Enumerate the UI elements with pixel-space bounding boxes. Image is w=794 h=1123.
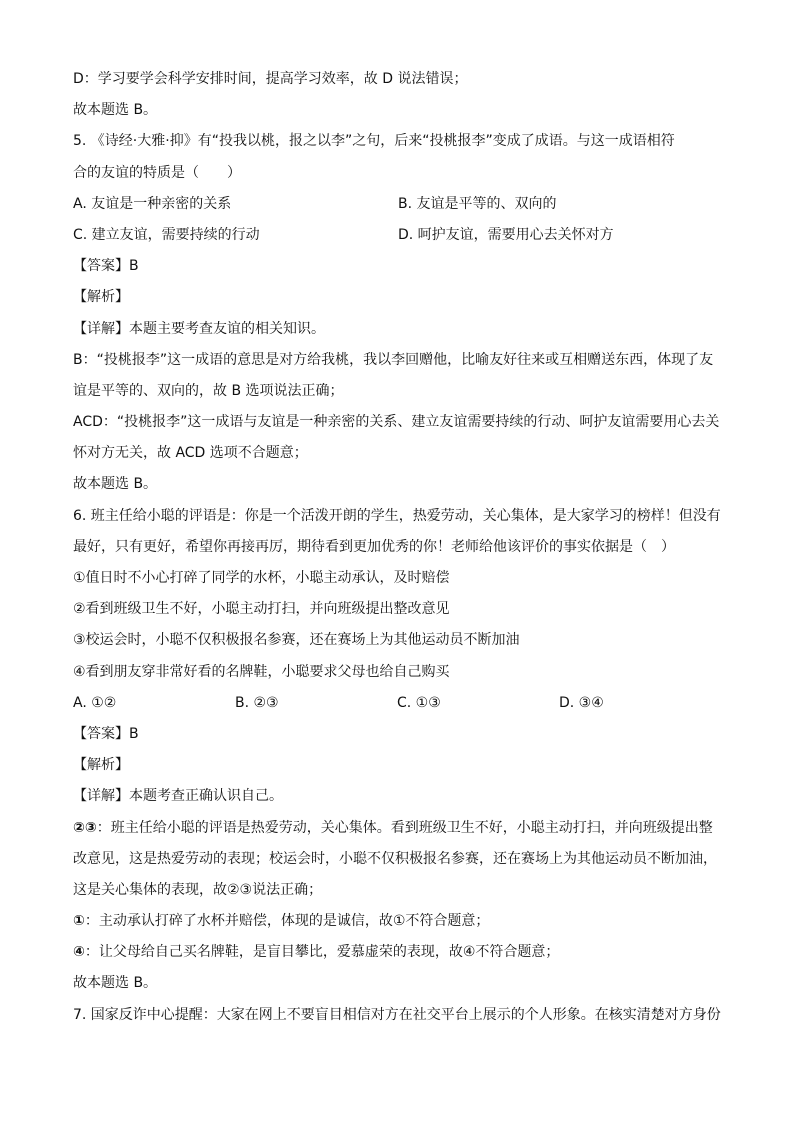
- options-row: [73, 220, 723, 251]
- question-stem: 最好，只有更好，希望你再接再厉，期待看到更加优秀的你！老师给他该评价的事实依据是（ ）: [73, 538, 675, 555]
- answer-line: [73, 251, 723, 282]
- option-a: A. 友谊是一种亲密的关系: [73, 195, 232, 212]
- document-page: [73, 64, 723, 1031]
- conclusion-line: 故本题选 B。: [73, 975, 158, 992]
- text-line: D：学习要学会科学安排时间，提高学习效率，故 D 说法错误；: [73, 71, 468, 87]
- question-stem: 合的友谊的特质是（ ）: [73, 164, 241, 181]
- answer-line: [73, 719, 723, 750]
- statement-item: ②看到班级卫生不好，小聪主动打扫，并向班级提出整改意见: [73, 601, 450, 618]
- options-row: [73, 688, 723, 719]
- explanation-lead: ①: [73, 913, 85, 930]
- explanation-line: [73, 813, 723, 844]
- explanation-text: ：让父母给自己买名牌鞋，是盲目攀比，爱慕虚荣的表现，故④不符合题意；: [84, 944, 560, 961]
- detail-intro: 本题主要考查友谊的相关知识。: [129, 320, 325, 337]
- option-d: D. 呵护友谊，需要用心去关怀对方: [398, 226, 614, 243]
- question-7: [73, 1000, 723, 1031]
- statement-item: ①值日时不小心打碎了同学的水杯，小聪主动承认，及时赔偿: [73, 570, 450, 586]
- option-d: D. ③④: [559, 694, 604, 711]
- question-stem: 5. 《诗经·大雅·抑》有“投我以桃，报之以李”之句，后来“投桃报李”变成了成语。与这一成语相符: [73, 133, 675, 150]
- explanation-line: 故本题选 B。: [73, 476, 158, 493]
- options-row: [73, 189, 723, 220]
- question-6: [73, 501, 723, 1000]
- answer-value: B: [129, 258, 139, 275]
- question-5: [73, 126, 723, 500]
- question-stem: 7. 国家反诈中心提醒：大家在网上不要盲目相信对方在社交平台上展示的个人形象。在核实清楚对方身份: [73, 1006, 721, 1023]
- answer-tag: 【答案】: [73, 725, 129, 742]
- question-stem: 6. 班主任给小聪的评语是：你是一个活泼开朗的学生，热爱劳动，关心集体，是大家学习的榜样！但没有: [73, 507, 721, 524]
- explanation-text: ：主动承认打碎了水杯并赔偿，体现的是诚信，故①不符合题意；: [84, 913, 490, 930]
- explanation-line: 这是关心集体的表现，故②③说法正确；: [73, 881, 323, 898]
- analysis-tag: 【解析】: [73, 757, 129, 774]
- statement-item: ③校运会时，小聪不仅积极报名参赛，还在赛场上为其他运动员不断加油: [73, 632, 520, 649]
- statement-item: ④看到朋友穿非常好看的名牌鞋，小聪要求父母也给自己购买: [73, 663, 450, 680]
- detail-line: [73, 781, 723, 812]
- option-b: B. ②③: [235, 694, 279, 711]
- option-c: C. 建立友谊，需要持续的行动: [73, 226, 260, 243]
- option-a: A. ①②: [73, 694, 117, 711]
- explanation-line: B：“投桃报李”这一成语的意思是对方给我桃，我以李回赠他，比喻友好往来或互相赠送东西，体现了友: [73, 351, 714, 368]
- explanation-lead: ②③: [73, 819, 97, 836]
- detail-tag: 【详解】: [73, 788, 129, 805]
- explanation-line: [73, 906, 723, 937]
- detail-tag: 【详解】: [73, 320, 129, 337]
- option-b: B. 友谊是平等的、双向的: [398, 195, 557, 212]
- explanation-line: ACD：“投桃报李”这一成语与友谊是一种亲密的关系、建立友谊需要持续的行动、呵护友谊需要用心去关: [73, 414, 720, 431]
- analysis-tag: 【解析】: [73, 289, 129, 306]
- text-line: 故本题选 B。: [73, 102, 158, 119]
- answer-value: B: [129, 725, 139, 742]
- explanation-line: 改意见，这是热爱劳动的表现；校运会时，小聪不仅积极报名参赛，还在赛场上为其他运动员不断加油，: [73, 850, 717, 867]
- explanation-line: [73, 937, 723, 968]
- detail-line: [73, 314, 723, 345]
- explanation-text: ：班主任给小聪的评语是热爱劳动，关心集体。看到班级卫生不好，小聪主动打扫，并向班级提出整: [96, 819, 713, 836]
- explanation-lead: ④: [73, 944, 85, 961]
- option-c: C. ①③: [397, 694, 441, 711]
- detail-intro: 本题考查正确认识自己。: [129, 788, 283, 805]
- answer-tag: 【答案】: [73, 258, 129, 275]
- explanation-line: 怀对方无关，故 ACD 选项不合题意；: [73, 445, 308, 462]
- explanation-line: 谊是平等的、双向的，故 B 选项说法正确；: [73, 382, 344, 399]
